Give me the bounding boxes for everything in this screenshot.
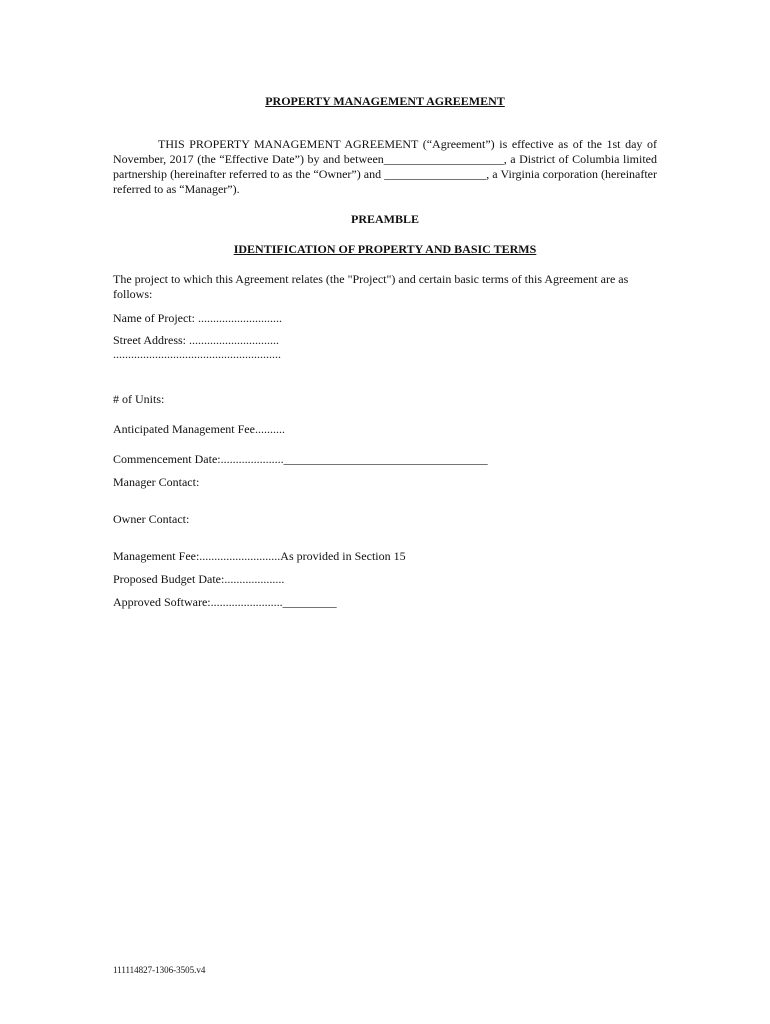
approved-software-field: Approved Software:........................_________ xyxy=(113,595,337,609)
owner-contact-field: Owner Contact: xyxy=(113,512,190,526)
preamble-heading: PREAMBLE xyxy=(350,212,419,226)
anticipated-fee-field: Anticipated Management Fee.......... xyxy=(113,422,285,436)
manager-contact-field: Manager Contact: xyxy=(113,475,200,489)
units-field: # of Units: xyxy=(113,392,165,406)
intro-text: THIS PROPERTY MANAGEMENT AGREEMENT (“Agreement”) is effective as of the 1st day of November, 2017 (the “Effective Date”) by and between____________________, a District of Columbia limited partnership (hereinafter referred to as the “Owner”) and _________________, a Virginia corporation (hereinafter referred to as “Manager”). xyxy=(113,137,657,196)
street-address-field: Street Address: .............................. xyxy=(113,333,279,347)
intro-paragraph xyxy=(113,137,657,197)
project-paragraph: The project to which this Agreement relates (the "Project") and certain basic terms of this Agreement are as follows: xyxy=(113,272,629,301)
section-heading: IDENTIFICATION OF PROPERTY AND BASIC TERMS xyxy=(233,242,537,256)
management-fee-field: Management Fee:...........................As provided in Section 15 xyxy=(113,549,406,563)
street-address-continuation: ........................................................ xyxy=(113,347,281,361)
name-of-project-field: Name of Project: ............................ xyxy=(113,311,282,325)
commencement-date-field: Commencement Date:.....................__________________________________ xyxy=(113,452,488,466)
document-title: PROPERTY MANAGEMENT AGREEMENT xyxy=(265,94,505,108)
document-footer-id: 111114827-1306-3505.v4 xyxy=(113,965,206,975)
proposed-budget-date-field: Proposed Budget Date:.................... xyxy=(113,572,285,586)
